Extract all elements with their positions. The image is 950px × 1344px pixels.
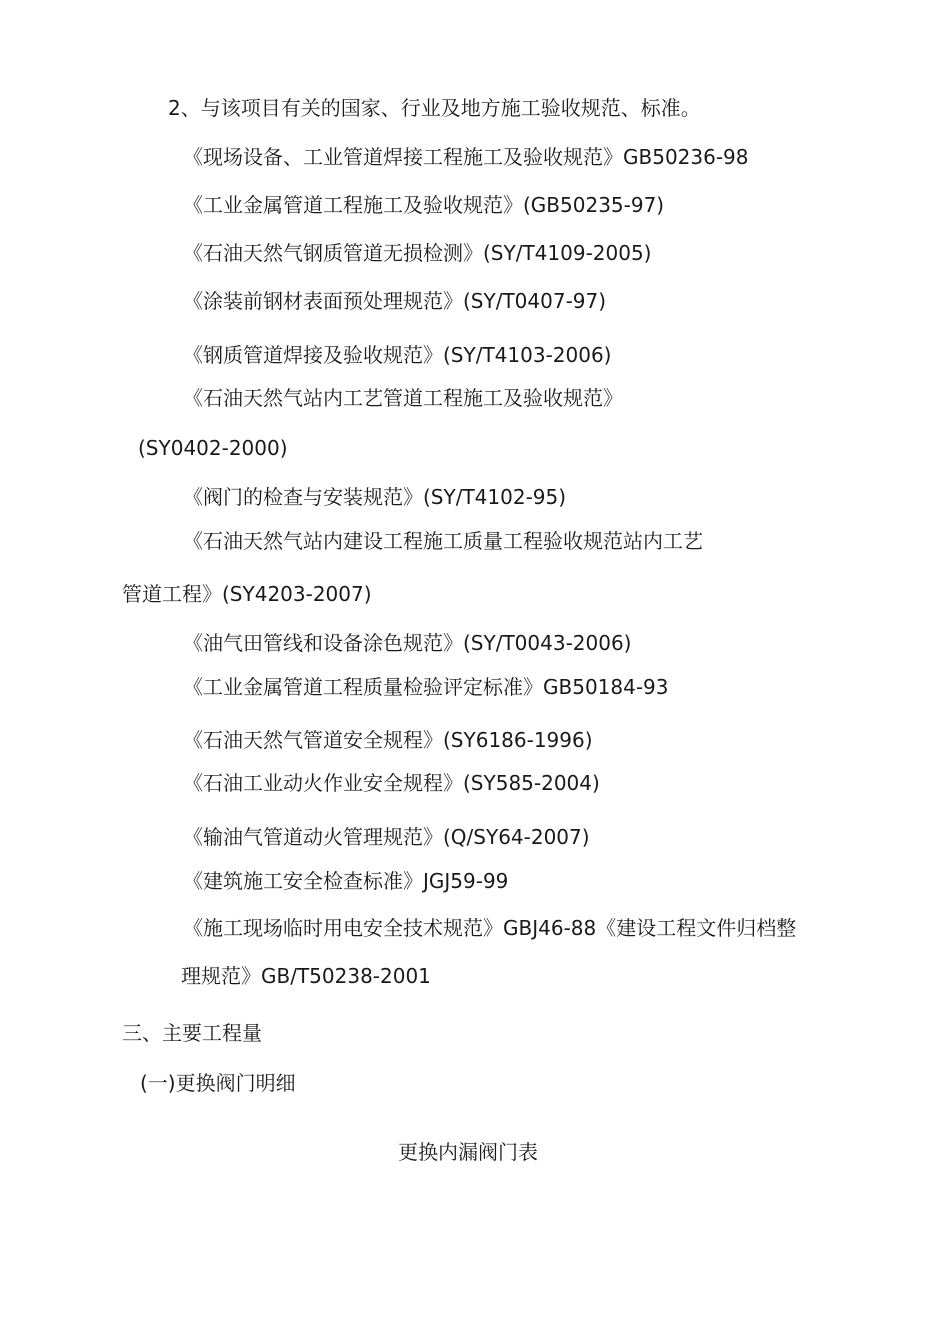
standard-item: 《石油天然气站内工艺管道工程施工及验收规范》	[183, 386, 623, 410]
table-title: 更换内漏阀门表	[398, 1140, 538, 1164]
standard-item-continuation: (SY0402-2000)	[138, 436, 288, 460]
standard-item: 《输油气管道动火管理规范》(Q/SY64-2007)	[183, 825, 590, 849]
standard-item: 《工业金属管道工程质量检验评定标准》GB50184-93	[183, 675, 669, 699]
standard-item: 《油气田管线和设备涂色规范》(SY/T0043-2006)	[183, 631, 632, 655]
standard-item: 《工业金属管道工程施工及验收规范》(GB50235-97)	[183, 193, 665, 217]
standard-item-continuation: 理规范》GB/T50238-2001	[181, 964, 431, 988]
standard-item: 《现场设备、工业管道焊接工程施工及验收规范》GB50236-98	[183, 145, 749, 169]
standard-item: 《涂装前钢材表面预处理规范》(SY/T0407-97)	[183, 289, 607, 313]
section-heading: 三、主要工程量	[122, 1021, 262, 1045]
standard-item: 《石油天然气钢质管道无损检测》(SY/T4109-2005)	[183, 241, 652, 265]
standards-intro-line: 2、与该项目有关的国家、行业及地方施工验收规范、标准。	[168, 96, 701, 120]
standard-item: 《石油工业动火作业安全规程》(SY585-2004)	[183, 771, 600, 795]
standard-item: 《建筑施工安全检查标准》JGJ59-99	[183, 869, 509, 893]
standard-item: 《施工现场临时用电安全技术规范》GBJ46-88《建设工程文件归档整	[183, 916, 797, 940]
standard-item: 《阀门的检查与安装规范》(SY/T4102-95)	[183, 485, 567, 509]
standard-item: 《石油天然气站内建设工程施工质量工程验收规范站内工艺	[183, 529, 703, 553]
standard-item: 《石油天然气管道安全规程》(SY6186-1996)	[183, 728, 593, 752]
subsection-heading: (一)更换阀门明细	[140, 1071, 296, 1095]
standard-item: 《钢质管道焊接及验收规范》(SY/T4103-2006)	[183, 343, 612, 367]
standard-item-continuation: 管道工程》(SY4203-2007)	[122, 582, 372, 606]
